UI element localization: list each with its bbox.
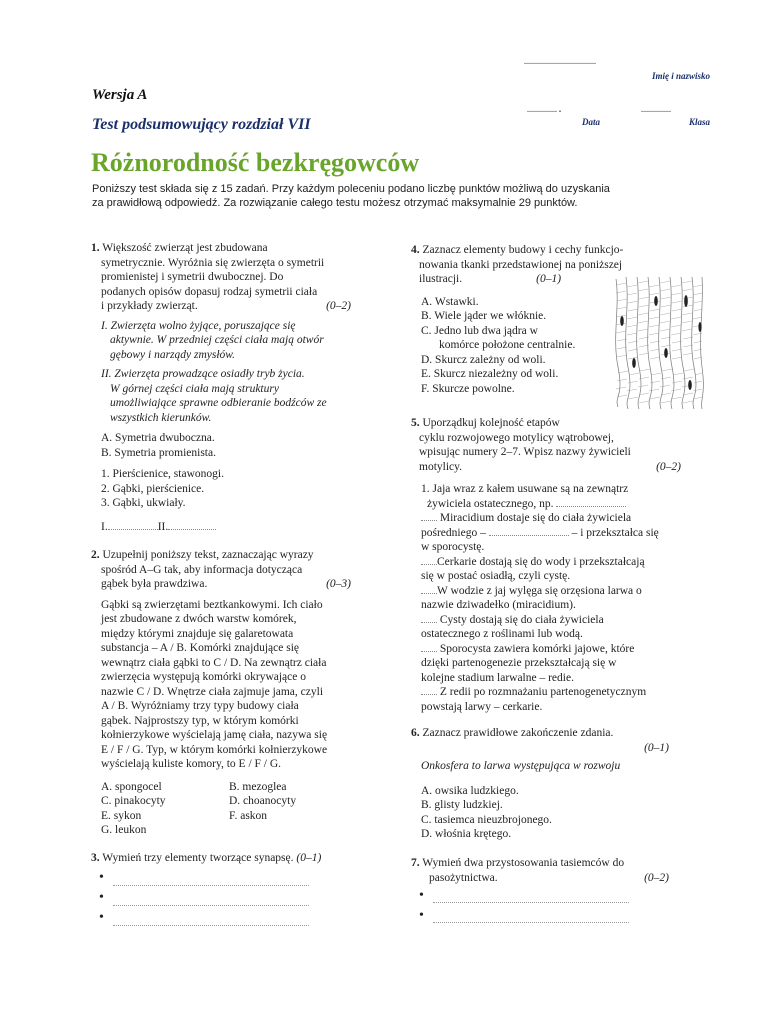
order-field[interactable] — [421, 584, 437, 594]
answer-line-3[interactable] — [113, 915, 309, 926]
option-a[interactable]: A. owsika ludzkiego. — [421, 784, 519, 797]
host-field-1[interactable] — [556, 497, 626, 507]
example-2[interactable]: 2. Gąbki, pierścienice. — [101, 482, 205, 495]
step-1: 1. Jaja wraz z kałem usuwane są na zewnątrz żywiciela ostatecznego, np. — [421, 483, 629, 510]
tissue-illustration — [612, 277, 704, 409]
option-d[interactable]: D. włośnia krętego. — [421, 828, 512, 840]
answer-line-2[interactable] — [113, 895, 309, 906]
points: (0–2) — [326, 300, 351, 312]
step-cercariae: Cerkarie dostają się do wody i przekształcają się w postać osiadłą, czyli cystę. — [421, 555, 645, 582]
answer-II-field[interactable] — [168, 520, 216, 530]
version-label: Wersja A — [92, 87, 148, 103]
step-miracidium: Miracidium dostaje się do ciała żywiciela pośredniego – – i przekształca się w sporocystę. — [421, 512, 659, 553]
question-5: 5. Uporządkuj kolejność etapów cyklu rozwojowego motylicy wątrobowej, wpisując numery 2–7. Wpisz nazwy żywicieli motylicy. (0–2) 1. Jaja wraz z kałem usuwane są na zewnątrz żywiciela ostatecznego, np. Miracidium dostaje się do ciała żywiciela pośredniego – – i przekształca się w sporocystę. Cerkarie dostają się do wody i przekształcają się w postać osiadłą, czyli cystę. W wodzie z jaj wylęga się orzęsiona larwa o nazwie dziwadełko (miracidium). Cysty dostają się do ciała żywiciela ostatecznego z roślinami lub wodą. Sporocysta zawiera komórki jajowe, które dzięki partenogenezie przekształcają się w kolejne stadium larwalne – redie. Z redii po rozmnażaniu partenogenetycznym powstają larwy – cerkarie. — [411, 417, 681, 713]
option-II: II. Zwierzęta prowadzące osiadły tryb życia. — [101, 368, 305, 380]
symmetry-a[interactable]: A. Symetria dwuboczna. — [101, 432, 215, 444]
page-title: Różnorodność bezkręgowców — [91, 148, 420, 177]
answer-line-2[interactable] — [433, 912, 629, 923]
question-3: 3. Wymień trzy elementy tworzące synapsę. (0–1) • • • — [91, 852, 322, 925]
order-field[interactable] — [421, 613, 437, 623]
points: (0–1) — [296, 852, 322, 864]
name-dots[interactable]: ……………………………… — [524, 57, 597, 68]
question-7: 7. Wymień dwa przystosowania tasiemców do pasożytnictwa. (0–2) • • — [411, 857, 669, 923]
option-c[interactable]: C. Jedno lub dwa jądra w — [421, 324, 538, 337]
order-field[interactable] — [421, 555, 437, 565]
points: (0–3) — [326, 578, 351, 590]
option-I: I. Zwierzęta wolno żyjące, poruszające się — [101, 319, 296, 332]
question-6: 6. Zaznacz prawidłowe zakończenie zdania. (0–1) Onkosfera to larwa występująca w rozwoju A. owsika ludzkiego. B. glisty ludzkiej. C. tasiemca nieuzbrojonego. D. włośnia krętego. — [411, 726, 681, 842]
question-1: 1. Większość zwierząt jest zbudowana symetrycznie. Wyróżnia się zwierzęta o symetrii promienistej i symetrii dwubocznej. Do podanych opisów dopasuj rodzaj symetrii ciała i przykłady zwierząt. (0–2) I. Zwierzęta wolno żyjące, poruszające się aktywnie. W przedniej części ciała mają otwór gębowy i narządy zmysłów. II. Zwierzęta prowadzące osiadły tryb życia. W górnej części ciała mają struktury umożliwiające sprawne odbieranie bodźców ze wszystkich kierunków. A. Symetria dwuboczna. B. Symetria promienista. 1. Pierścienice, stawonogi. 2. Gąbki, pierścienice. 3. Gąbki, ukwiały. I. II. — [91, 242, 351, 533]
step-sporocyst: Sporocysta zawiera komórki jajowe, które dzięki partenogenezie przekształcają się w kolejne stadium larwalne – redie. — [421, 642, 635, 684]
points: (0–1) — [536, 273, 562, 285]
test-subtitle: Test podsumowujący rozdział VII — [92, 116, 311, 133]
option-b[interactable]: B. glisty ludzkiej. — [421, 799, 503, 811]
question-number: 1. — [91, 242, 100, 254]
points: (0–2) — [656, 460, 681, 473]
example-1[interactable]: 1. Pierścienice, stawonogi. — [101, 468, 224, 480]
answer-line-1[interactable] — [433, 892, 629, 903]
step-cysts: Cysty dostają się do ciała żywiciela ostatecznego z roślinami lub wodą. — [421, 613, 604, 640]
step-hatching: W wodzie z jaj wylęga się orzęsiona larwa o nazwie dziwadełko (miracidium). — [421, 584, 642, 611]
question-4: 4. Zaznacz elementy budowy i cechy funkcjo- nowania tkanki przedstawionej na poniższej ilustracji. (0–1) A. Wstawki. B. Wiele jąder we włóknie. C. Jedno lub dwa jądra w komórce położone centralnie. D. Skurcz zależny od woli. E. Skurcz niezależny od woli. F. Skurcze powolne. — [411, 243, 681, 396]
name-label: Imię i nazwisko — [651, 71, 710, 81]
option-d[interactable]: D. Skurcz zależny od woli. — [421, 353, 546, 366]
class-dots[interactable]: …………… — [641, 105, 672, 116]
option-c: C. pinakocyty — [101, 795, 166, 807]
option-d: D. choanocyty — [229, 795, 297, 807]
intro-text: Poniższy test składa się z 15 zadań. Przy każdym poleceniu podano liczbę punktów możliwą do uzyskania za prawidłową odpowiedź. Za rozwiązanie całego testu możesz otrzymać maksymalnie 29 punktów. — [92, 183, 610, 209]
option-e: E. sykon — [101, 809, 142, 822]
option-a[interactable]: A. Wstawki. — [421, 295, 479, 308]
date-dots[interactable]: ……………. — [527, 105, 564, 116]
class-label: Klasa — [688, 117, 710, 127]
answer-line-1[interactable] — [113, 875, 309, 886]
cloze-text[interactable]: Gąbki są zwierzętami beztkankowymi. Ich ciało jest zbudowane z dwóch warstw komórek, między którymi znajduje się galaretowata substancja – A / B. Komórki znajdujące się wewnątrz ciała gąbki to C / D. Na zewnątrz ciała zwierzęcia występują komórki okrywające o nazwie C / D. Wnętrze ciała zajmuje jama, czyli A / B. Wyróżniamy trzy typy budowy ciała gąbek. Najprostszy typ, w którym komórki kołnierzykowe wyścielają jamę ciała, nazywa się E / F / G. Typ, w którym komórki kołnierzykowe wyścielają kuliste komory, to E / F / G. — [101, 598, 328, 770]
option-f: F. askon — [229, 809, 268, 822]
order-field[interactable] — [421, 642, 437, 652]
example-3[interactable]: 3. Gąbki, ukwiały. — [101, 497, 186, 509]
question-stem: Onkosfera to larwa występująca w rozwoju — [421, 760, 621, 772]
answer-I-field[interactable] — [108, 520, 158, 530]
option-f[interactable]: F. Skurcze powolne. — [421, 382, 515, 395]
points: (0–1) — [644, 741, 669, 754]
step-redia: Z redii po rozmnażaniu partenogenetycznym powstają larwy – cerkarie. — [421, 686, 647, 713]
order-field[interactable] — [421, 511, 437, 521]
question-2: 2. Uzupełnij poniższy tekst, zaznaczając wyrazy spośród A–G tak, aby informacja dotycząca gąbek była prawdziwa. (0–3) Gąbki są zwierzętami beztkankowymi. Ich ciało jest zbudowane z dwóch warstw komórek, między którymi znajduje się galaretowata substancja – A / B. Komórki znajdujące się wewnątrz ciała gąbki to C / D. Na zewnątrz ciała zwierzęcia występują komórki okrywające o nazwie C / D. Wnętrze ciała zajmuje jama, czyli A / B. Wyróżniamy trzy typy budowy ciała gąbek. Najprostszy typ, w którym komórki kołnierzykowe wyścielają jamę ciała, nazywa się E / F / G. Typ, w którym komórki kołnierzykowe wyścielają kuliste komory, to E / F / G. A. spongocel C. pinakocyty E. sykon G. leukon B. mezoglea D. choanocyty F. askon — [91, 549, 351, 836]
order-field[interactable] — [421, 685, 437, 695]
option-a: A. spongocel — [101, 780, 162, 793]
option-c[interactable]: C. tasiemca nieuzbrojonego. — [421, 813, 552, 826]
symmetry-b[interactable]: B. Symetria promienista. — [101, 446, 216, 459]
points: (0–2) — [644, 871, 669, 884]
date-label: Data — [582, 117, 600, 127]
option-e[interactable]: E. Skurcz niezależny od woli. — [421, 368, 559, 380]
option-b[interactable]: B. Wiele jąder we włóknie. — [421, 310, 547, 322]
option-g: G. leukon — [101, 824, 147, 836]
option-b: B. mezoglea — [229, 780, 287, 793]
host-field-2[interactable] — [489, 526, 569, 536]
